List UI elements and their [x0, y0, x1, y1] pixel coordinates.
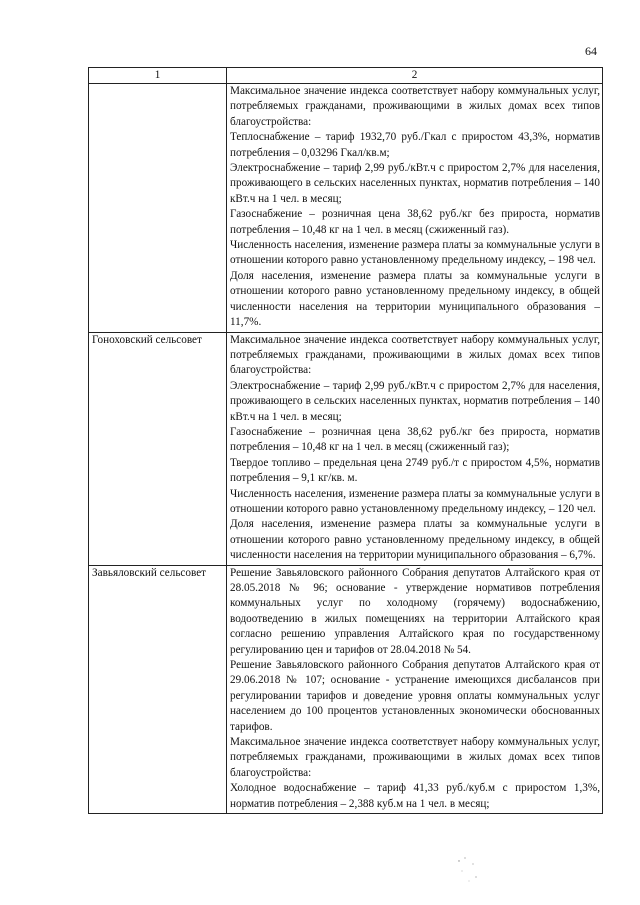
column-header-1: 1 [89, 68, 227, 84]
column-header-2: 2 [227, 68, 603, 84]
paragraph: Решение Завьяловского районного Собрания депутатов Алтайского края от 28.05.2018 № 96; основание - утверждение нормативов потребления коммунальных услуг по холодному (горячему) водоснабжению, водоотведению в жилых помещениях на территории Алтайского края согласно решению управления Алтайского края по государственному регулированию цен и тарифов от 28.04.2018 № 54. [230, 566, 600, 656]
table-header-row [89, 68, 603, 84]
table-row [89, 565, 603, 814]
region-cell [89, 332, 227, 565]
paragraph: Численность населения, изменение размера платы за коммунальные услуги в отношении которого равно установленному предельному индексу, – 120 чел. [230, 487, 600, 515]
paragraph: Доля населения, изменение размера платы за коммунальные услуги в отношении которого равно установленному предельному индексу, в общей численности населения на территории муниципального образования – 6,7%. [230, 518, 600, 562]
description-cell [227, 565, 603, 814]
region-cell [89, 565, 227, 814]
paragraph: Твердое топливо – предельная цена 2749 руб./т с приростом 4,5%, норматив потребления – 9,1 кг/кв. м. [230, 456, 600, 485]
paragraph: Газоснабжение – розничная цена 38,62 руб./кг без прироста, норматив потребления – 10,48 кг на 1 чел. в месяц (сжиженный газ). [230, 208, 600, 236]
description-cell [227, 84, 603, 333]
paragraph: Теплоснабжение – тариф 1932,70 руб./Гкал с приростом 43,3%, норматив потребления – 0,03296 Гкал/кв.м; [230, 131, 600, 159]
page-number: 64 [585, 44, 597, 58]
description-cell [227, 332, 603, 565]
paragraph: Газоснабжение – розничная цена 38,62 руб./кг без прироста, норматив потребления – 10,48 кг на 1 чел. в месяц (сжиженный газ); [230, 425, 600, 454]
paragraph: Электроснабжение – тариф 2,99 руб./кВт.ч с приростом 2,7% для населения, проживающего в сельских населенных пунктах, норматив потребления – 140 кВт.ч на 1 чел. в месяц; [230, 379, 600, 423]
paragraph: Максимальное значение индекса соответствует набору коммунальных услуг, потребляемых гражданами, проживающими в жилых домах всех типов благоустройства: [230, 85, 600, 128]
paragraph: Электроснабжение – тариф 2,99 руб./кВт.ч с приростом 2,7% для населения, проживающего в сельских населенных пунктах, норматив потребления – 140 кВт.ч на 1 чел. в месяц; [230, 162, 600, 205]
scan-artifact-marks [455, 855, 485, 885]
paragraph: Доля населения, изменение размера платы за коммунальные услуги в отношении которого равно установленному предельному индексу, в общей численности населения на территории муниципального образования – 11,7%. [230, 269, 600, 329]
region-name: Гоноховский сельсовет [92, 333, 202, 346]
paragraph: Максимальное значение индекса соответствует набору коммунальных услуг, потребляемых гражданами, проживающими в жилых домах всех типов благоустройства: [230, 736, 600, 779]
paragraph: Численность населения, изменение размера платы за коммунальные услуги в отношении которого равно установленному предельному индексу, – 198 чел. [230, 239, 600, 267]
region-name: Завьяловский сельсовет [92, 566, 207, 579]
paragraph: Холодное водоснабжение – тариф 41,33 руб./куб.м с приростом 1,3%, норматив потребления – 2,388 куб.м на 1 чел. в месяц; [230, 782, 600, 810]
table-row [89, 84, 603, 333]
paragraph: Максимальное значение индекса соответствует набору коммунальных услуг, потребляемых гражданами, проживающими в жилых домах всех типов благоустройства: [230, 333, 600, 377]
document-table [88, 67, 603, 814]
table-row [89, 332, 603, 565]
paragraph: Решение Завьяловского районного Собрания депутатов Алтайского края от 29.06.2018 № 107; основание - устранение имеющихся дисбалансов при регулировании тарифов и доведение уровня оплаты коммунальных услуг населением до 100 процентов установленных экономически обоснованных тарифов. [230, 659, 600, 733]
region-cell [89, 84, 227, 333]
